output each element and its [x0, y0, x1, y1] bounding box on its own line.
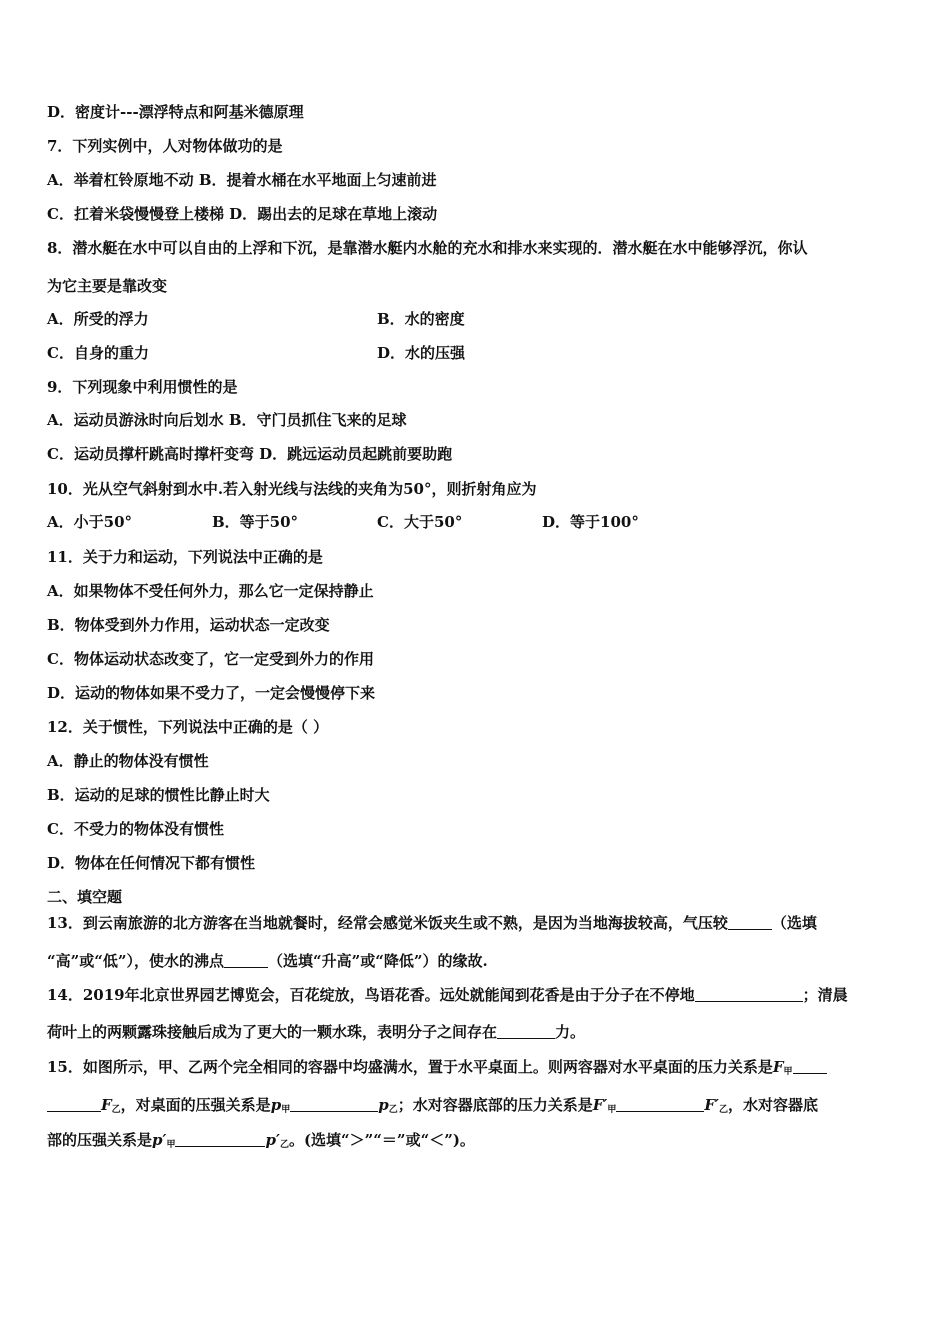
- q9-options-cd: C．运动员撑杆跳高时撑杆变弯 D．跳远运动员起跳前要助跑: [47, 445, 453, 463]
- q8-stem-line2: 为它主要是靠改变: [47, 277, 168, 295]
- q10-stem: 10．光从空气斜射到水中.若入射光线与法线的夹角为50°，则折射角应为: [47, 480, 537, 498]
- q15-sub-jia: 甲: [783, 1067, 793, 1077]
- q15-sub-jia-2: 甲: [281, 1105, 291, 1115]
- q14-text-a: 14．2019年北京世界园艺博览会，百花绽放，鸟语花香。远处就能闻到花香是由于分子在不停地: [47, 986, 695, 1004]
- q15-pressure-symbol-2: p: [378, 1096, 389, 1114]
- q15-text-a: 15．如图所示，甲、乙两个完全相同的容器中均盛满水，置于水平桌面上。则两容器对水平桌面的压力关系是: [47, 1058, 773, 1076]
- q15-blank-1b[interactable]: [47, 1097, 101, 1112]
- q15-line2: [47, 1095, 818, 1120]
- q15-blank-1a[interactable]: [793, 1059, 827, 1074]
- q14-blank-1[interactable]: [695, 987, 803, 1002]
- q15-force-symbol: F: [772, 1058, 784, 1076]
- q12-option-d: D．物体在任何情况下都有惯性: [47, 854, 256, 872]
- q14-line1: [47, 985, 848, 1005]
- q15-text-f: 。(选填“＞”“＝”或“＜”)。: [288, 1131, 475, 1149]
- q8-stem-line1: 8．潜水艇在水中可以自由的上浮和下沉，是靠潜水艇内水舱的充水和排水来实现的．潜水艇在水中能够浮沉，你认: [47, 239, 808, 257]
- q8-option-d: D．水的压强: [377, 344, 466, 362]
- q13-text-a: 13．到云南旅游的北方游客在当地就餐时，经常会感觉米饭夹生或不熟，是因为当地海拔较高，气压较: [47, 914, 728, 932]
- q11-option-d: D．运动的物体如果不受力了，一定会慢慢停下来: [47, 684, 376, 702]
- q7-stem: 7．下列实例中，人对物体做功的是: [47, 137, 283, 155]
- q15-text-c: ；水对容器底部的压力关系是: [397, 1096, 593, 1114]
- q10-option-a: A．小于50°: [47, 513, 133, 531]
- q15-sub-yi-2: 乙: [388, 1105, 398, 1115]
- q13-text-b: （选填: [771, 914, 817, 932]
- section-title-fill-in: 二、填空题: [47, 888, 123, 906]
- q15-blank-2[interactable]: [290, 1097, 378, 1112]
- q15-sub-yi-4: 乙: [279, 1140, 289, 1150]
- q10-option-c: C．大于50°: [377, 513, 463, 531]
- q14-blank-2[interactable]: [497, 1024, 555, 1039]
- q9-options-ab: A．运动员游泳时向后划水 B．守门员抓住飞来的足球: [47, 411, 407, 429]
- q8-option-b: B．水的密度: [377, 310, 465, 328]
- q11-option-a: A．如果物体不受任何外力，那么它一定保持静止: [47, 582, 374, 600]
- q14-line2: [47, 1022, 585, 1042]
- q11-option-c: C．物体运动状态改变了，它一定受到外力的作用: [47, 650, 374, 668]
- q15-sub-jia-4: 甲: [166, 1140, 176, 1150]
- q15-blank-3[interactable]: [616, 1097, 704, 1112]
- q8-option-a: A．所受的浮力: [47, 310, 149, 328]
- q6-option-d: D．密度计---漂浮特点和阿基米德原理: [47, 103, 304, 121]
- q9-stem: 9．下列现象中利用惯性的是: [47, 378, 238, 396]
- q15-pressure-prime-symbol-2: p′: [265, 1131, 280, 1149]
- q13-text-c: “高”或“低”），使水的沸点: [47, 952, 225, 970]
- q12-option-b: B．运动的足球的惯性比静止时大: [47, 786, 270, 804]
- q15-pressure-prime-symbol: p′: [152, 1131, 167, 1149]
- q12-stem: 12．关于惯性，下列说法中正确的是（ ）: [47, 718, 329, 736]
- q11-stem: 11．关于力和运动，下列说法中正确的是: [47, 548, 323, 566]
- q14-text-c: 荷叶上的两颗露珠接触后成为了更大的一颗水珠，表明分子之间存在: [47, 1023, 498, 1041]
- q7-options-cd: C．扛着米袋慢慢登上楼梯 D．踢出去的足球在草地上滚动: [47, 205, 438, 223]
- q15-line1: [47, 1057, 827, 1082]
- q15-text-b: ，对桌面的压强关系是: [120, 1096, 271, 1114]
- q12-option-c: C．不受力的物体没有惯性: [47, 820, 224, 838]
- q11-option-b: B．物体受到外力作用，运动状态一定改变: [47, 616, 330, 634]
- q15-text-e: 部的压强关系是: [47, 1131, 153, 1149]
- q13-line1: [47, 913, 817, 933]
- q15-force-prime-symbol-2: F′: [704, 1096, 719, 1114]
- q14-text-b: ；清晨: [802, 986, 848, 1004]
- q13-line2: [47, 951, 488, 971]
- q15-line3: [47, 1130, 475, 1155]
- q13-blank-1[interactable]: [728, 915, 772, 930]
- q15-sub-yi: 乙: [111, 1105, 121, 1115]
- q8-option-c: C．自身的重力: [47, 344, 149, 362]
- q10-option-b: B．等于50°: [212, 513, 299, 531]
- q15-blank-4[interactable]: [175, 1132, 265, 1147]
- q15-sub-yi-3: 乙: [718, 1105, 728, 1115]
- q15-force-prime-symbol: F′: [592, 1096, 608, 1114]
- q7-options-ab: A．举着杠铃原地不动 B．提着水桶在水平地面上匀速前进: [47, 171, 437, 189]
- q15-force-symbol-2: F: [101, 1096, 112, 1114]
- q15-sub-jia-3: 甲: [607, 1105, 617, 1115]
- q15-text-d: ，水对容器底: [727, 1096, 818, 1114]
- q15-pressure-symbol: p: [270, 1096, 282, 1114]
- q13-text-d: （选填“升高”或“降低”）的缘故.: [268, 952, 488, 970]
- q10-option-d: D．等于100°: [542, 513, 639, 531]
- q14-text-d: 力。: [555, 1023, 586, 1041]
- q13-blank-2[interactable]: [224, 953, 268, 968]
- q12-option-a: A．静止的物体没有惯性: [47, 752, 209, 770]
